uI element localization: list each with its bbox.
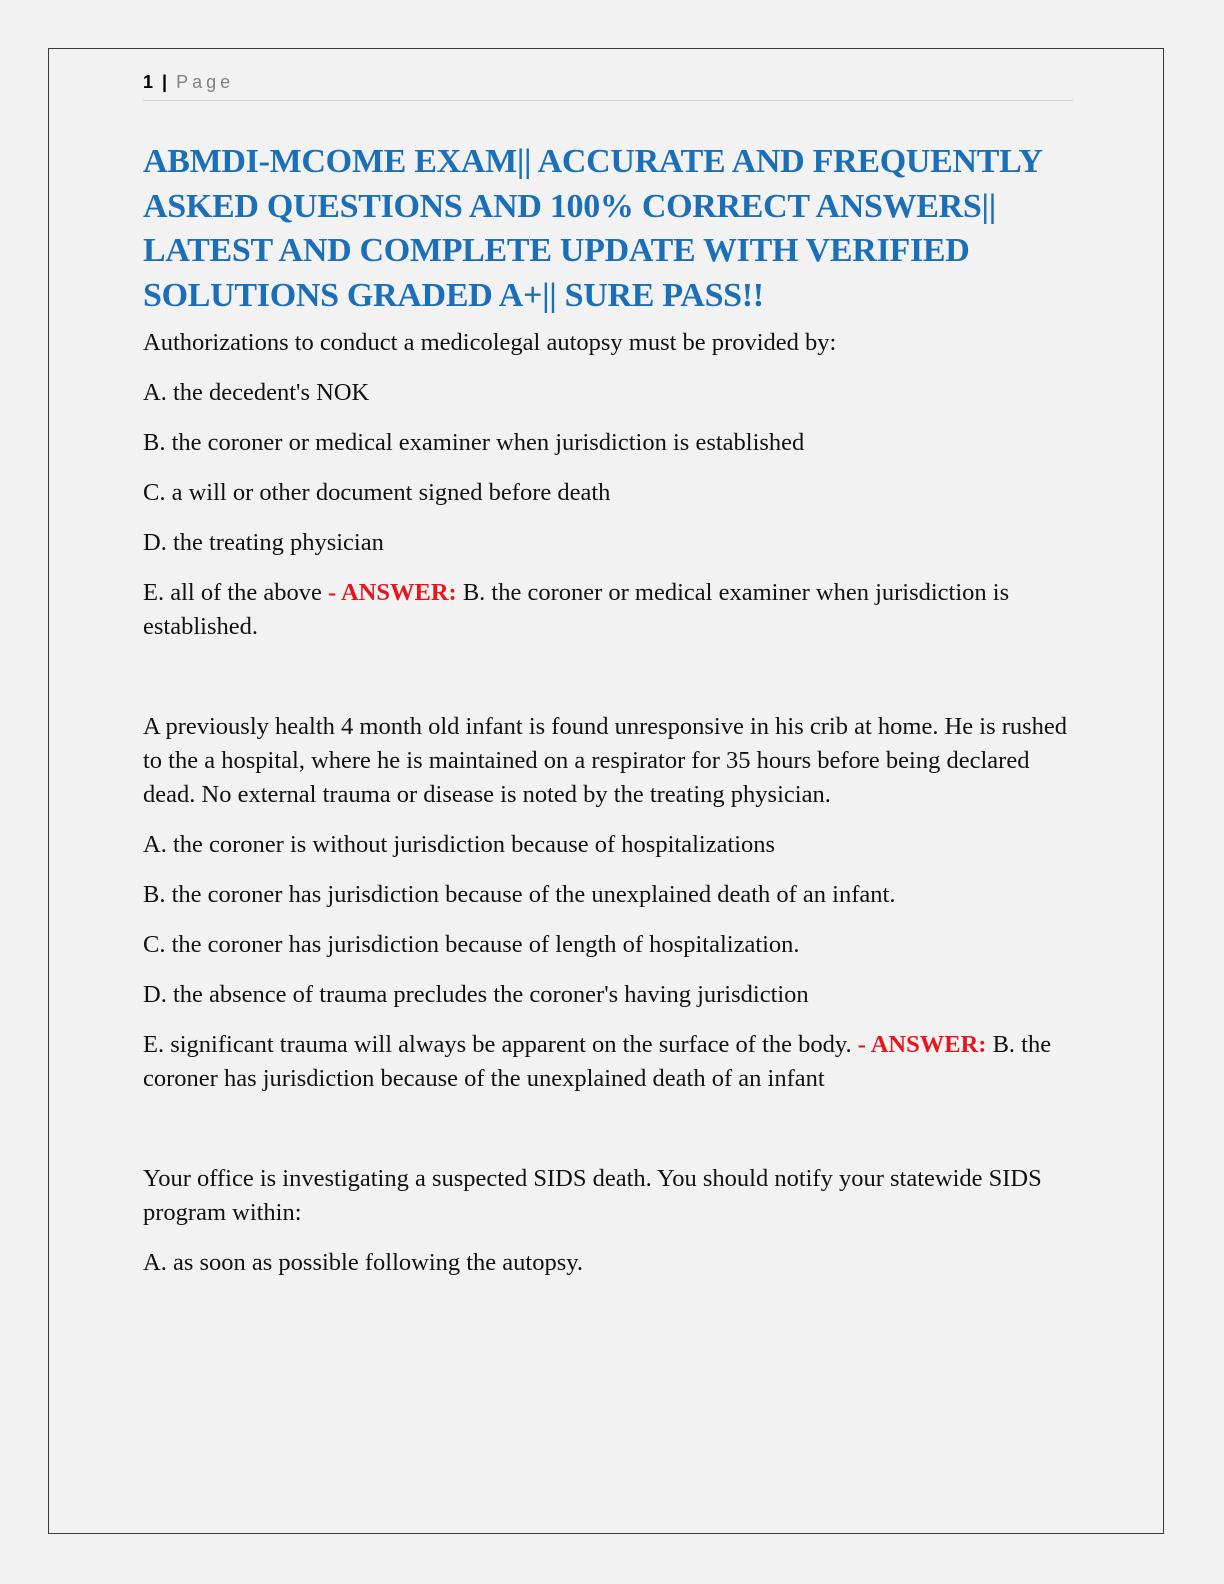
header-separator: | [162,72,168,92]
answer-label: - ANSWER: [328,579,457,606]
document-title: ABMDI-MCOME EXAM|| ACCURATE AND FREQUENTLY ASKED QUESTIONS AND 100% CORRECT ANSWERS|| LATEST AND COMPLETE UPDATE WITH VERIFIED SOLUTIONS GRADED A+|| SURE PASS!! [143,143,1042,314]
option-c: C. the coroner has jurisdiction because of length of hospitalization. [143,931,800,958]
option-a: A. as soon as possible following the autopsy. [143,1249,584,1276]
option-e-with-answer [143,1028,1073,1096]
option-e: E. all of the above [143,579,322,606]
option-d: D. the absence of trauma precludes the coroner's having jurisdiction [143,981,809,1008]
page-label: Page [176,72,235,92]
question-block-2 [143,710,1073,1096]
page-header [143,72,1073,101]
option-d: D. the treating physician [143,529,384,556]
question-text: Your office is investigating a suspected SIDS death. You should notify your statewide SIDS program within: [143,1165,1042,1226]
option-e: E. significant trauma will always be apparent on the surface of the body. [143,1031,852,1058]
option-a: A. the coroner is without jurisdiction because of hospitalizations [143,831,776,858]
document-body [143,140,1073,1296]
answer-text: B. the coroner or medical examiner when jurisdiction is established. [143,579,1010,640]
answer-label: - ANSWER: [857,1031,987,1058]
option-b: B. the coroner has jurisdiction because of the unexplained death of an infant. [143,881,896,908]
page-number: 1 [143,72,154,92]
option-c: C. a will or other document signed before death [143,479,611,506]
option-a: A. the decedent's NOK [143,379,370,406]
answer-text: B. the coroner has jurisdiction because of the unexplained death of an infant [143,1031,1052,1092]
question-block-3 [143,1162,1073,1280]
option-b: B. the coroner or medical examiner when jurisdiction is established [143,429,805,456]
question-block-1 [143,326,1073,644]
question-text: Authorizations to conduct a medicolegal autopsy must be provided by: [143,329,837,356]
question-text: A previously health 4 month old infant is found unresponsive in his crib at home. He is rushed to the a hospital, where he is maintained on a respirator for 35 hours before being declared dead. No external trauma or disease is noted by the treating physician. [143,713,1068,808]
option-e-with-answer [143,576,1073,644]
